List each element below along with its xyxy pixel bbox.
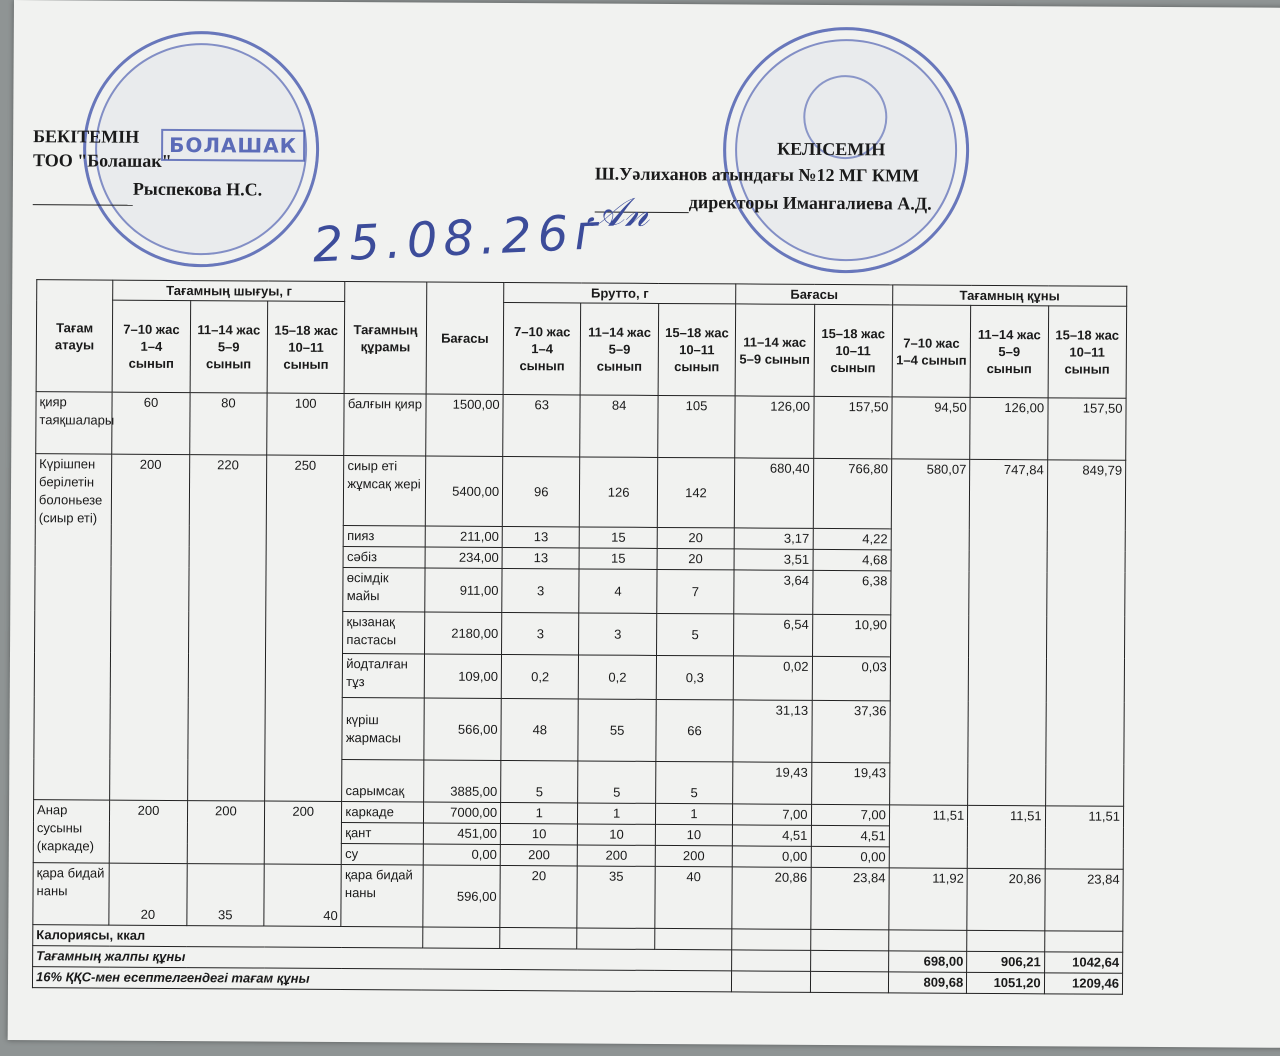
- yield-cell: 60: [112, 392, 190, 454]
- total-label: Тағамның жалпы құны: [33, 946, 732, 971]
- brutto-cell: 10: [655, 824, 732, 845]
- agree-person: директоры Имангалиева А.Д.: [688, 192, 932, 214]
- brutto-cell: 20: [657, 527, 734, 548]
- value-cell: 126,00: [970, 397, 1048, 459]
- dish-name: қияр таяқшалары: [36, 392, 113, 454]
- empty-cell: [1044, 931, 1123, 952]
- brutto-cell: 40: [655, 866, 733, 928]
- yield-cell: 80: [189, 393, 267, 455]
- vat-value: 1051,20: [967, 972, 1044, 993]
- cost-cell: 3,64: [734, 570, 813, 614]
- value-cell: 20,86: [967, 868, 1045, 930]
- empty-cell: [967, 930, 1044, 951]
- brutto-cell: 5: [578, 761, 656, 803]
- value-g2-header: 11–14 жас 5–9 сынып: [970, 305, 1048, 397]
- total-value: 906,21: [967, 951, 1044, 972]
- brutto-cell: 20: [500, 865, 578, 927]
- ingredient-name: каркаде: [342, 802, 424, 823]
- brutto-cell: 35: [577, 866, 655, 928]
- ingredient-name: йодталған тұз: [343, 654, 425, 698]
- yield-cell: 200: [187, 801, 265, 864]
- signature-mark: 𝒜𝓃: [586, 189, 650, 236]
- vat-value: 809,68: [888, 972, 966, 993]
- cost-cell: 20,86: [732, 867, 811, 929]
- yield-cell: 100: [267, 393, 345, 455]
- brutto-g1-header: 7–10 жас 1–4 сынып: [503, 302, 581, 394]
- total-value: 1042,64: [1044, 952, 1123, 973]
- ingredient-price: 3885,00: [423, 760, 501, 802]
- cost-cell: 37,36: [811, 700, 890, 762]
- cost-cell: 4,51: [811, 825, 889, 846]
- value-cell: 11,92: [889, 868, 968, 930]
- ingredient-price: 2180,00: [424, 612, 502, 654]
- cost-cell: 3,51: [734, 549, 812, 570]
- yield-cell: 250: [265, 455, 344, 801]
- brutto-cell: 96: [502, 456, 580, 526]
- yield-g1-header: 7–10 жас 1–4 сынып: [112, 300, 190, 392]
- brutto-cell: 3: [502, 612, 580, 654]
- brutto-cell: 5: [656, 613, 734, 655]
- cost-cell: 766,80: [813, 458, 892, 528]
- cost-cell: 4,22: [813, 528, 891, 549]
- brutto-cell: 142: [657, 457, 735, 527]
- brutto-cell: 13: [502, 526, 579, 547]
- brutto-cell: 105: [658, 395, 736, 457]
- cost-cell: 126,00: [735, 396, 814, 458]
- ingredient-price: 596,00: [423, 865, 501, 927]
- cost-cell: 0,03: [812, 656, 891, 700]
- value-cell: 580,07: [889, 459, 969, 805]
- col-value-header: Тағамның құны: [893, 285, 1127, 306]
- dish-name: Анар сусыны (каркаде): [33, 800, 110, 863]
- ingredient-name: сәбіз: [343, 547, 425, 568]
- empty-cell: [810, 950, 888, 971]
- empty-cell: [732, 950, 810, 971]
- brutto-cell: 20: [657, 548, 734, 569]
- ingredient-price: 1500,00: [425, 394, 503, 456]
- yield-cell: 200: [264, 801, 342, 864]
- ingredient-price: 109,00: [424, 654, 502, 698]
- col-cost-header: Бағасы: [736, 284, 893, 305]
- ingredient-price: 911,00: [425, 568, 503, 612]
- brutto-cell: 200: [578, 845, 655, 866]
- handwritten-date: 25.08.26г: [311, 203, 607, 274]
- cost-cell: 4,68: [813, 549, 891, 570]
- brutto-g2-header: 11–14 жас 5–9 сынып: [581, 303, 659, 395]
- value-cell: 849,79: [1045, 460, 1126, 806]
- cost-cell: 0,02: [733, 656, 812, 700]
- ingredient-price: 7000,00: [423, 802, 500, 823]
- cost-cell: 19,43: [811, 762, 890, 804]
- value-cell: 11,51: [1045, 806, 1124, 869]
- col-yield-header: Тағамның шығуы, г: [113, 280, 345, 301]
- value-cell: 11,51: [967, 805, 1045, 868]
- yield-cell: 35: [187, 864, 265, 926]
- brutto-cell: 1: [501, 802, 578, 823]
- empty-cell: [889, 930, 967, 951]
- cost-cell: 3,17: [734, 528, 812, 549]
- cost-cell: 680,40: [734, 458, 813, 528]
- table-row: [33, 863, 1123, 932]
- dish-name: Күрішпен берілетін болоньезе (сиыр еті): [34, 454, 112, 800]
- yield-g3-header: 15–18 жас 10–11 сынып: [267, 301, 345, 393]
- col-brutto-header: Брутто, г: [504, 282, 736, 303]
- yield-cell: 200: [110, 454, 189, 800]
- brutto-cell: 55: [578, 699, 656, 761]
- brutto-cell: 10: [500, 823, 577, 844]
- brutto-g3-header: 15–18 жас 10–11 сынып: [658, 303, 736, 395]
- yield-g2-header: 11–14 жас 5–9 сынып: [190, 301, 268, 393]
- table-row: [36, 392, 1126, 461]
- brutto-cell: 5: [501, 760, 579, 802]
- agree-title: КЕЛІСЕМІН: [777, 138, 886, 160]
- yield-cell: 200: [110, 800, 188, 863]
- value-cell: 94,50: [892, 397, 971, 459]
- cost-cell: 0,00: [732, 846, 810, 867]
- document-page: [8, 0, 1280, 1048]
- cost-cell: 157,50: [813, 396, 892, 458]
- empty-cell: [732, 971, 810, 992]
- approve-title: БЕКІТЕМІН: [33, 126, 140, 147]
- total-value: 698,00: [888, 951, 966, 972]
- brutto-cell: 200: [500, 844, 577, 865]
- empty-cell: [810, 929, 888, 950]
- brutto-cell: 3: [579, 613, 657, 655]
- brutto-cell: 13: [502, 547, 579, 568]
- ingredient-name: қызанақ пастасы: [343, 612, 425, 654]
- ingredient-name: күріш жармасы: [342, 698, 424, 760]
- calories-label: Калориясы, ккал: [33, 925, 423, 948]
- ingredient-name: пияз: [344, 526, 426, 547]
- cost-g2-header: 11–14 жас 5–9 сынып: [735, 304, 814, 396]
- brutto-cell: 48: [501, 698, 579, 760]
- table-row: [35, 454, 1125, 531]
- brutto-cell: 126: [580, 457, 658, 527]
- empty-cell: [422, 927, 499, 948]
- value-g1-header: 7–10 жас 1–4 сынып: [892, 305, 971, 397]
- cost-cell: 6,38: [812, 570, 891, 614]
- agree-org: Ш.Уәлиханов атындағы №12 МГ КММ: [594, 163, 920, 186]
- cost-cell: 4,51: [733, 825, 811, 846]
- cost-cell: 0,00: [811, 846, 889, 867]
- ingredient-name: қара бидай наны: [341, 865, 423, 927]
- ingredient-price: 234,00: [425, 547, 502, 568]
- vat-value: 1209,46: [1044, 973, 1123, 994]
- ingredient-name: сарымсақ: [342, 760, 424, 802]
- cost-cell: 7,00: [811, 804, 889, 825]
- value-cell: 747,84: [968, 459, 1047, 805]
- col-composition-header: Тағамның құрамы: [344, 282, 426, 394]
- yield-cell: 20: [109, 863, 187, 925]
- approve-signature-line: [33, 204, 133, 206]
- brutto-cell: 66: [656, 699, 734, 761]
- brutto-cell: 0,2: [579, 655, 657, 699]
- ingredient-name: қант: [342, 823, 424, 844]
- col-price-header: Бағасы: [426, 282, 504, 394]
- cost-cell: 7,00: [733, 804, 811, 825]
- cost-cell: 31,13: [733, 700, 812, 762]
- ingredient-name: өсімдік майы: [343, 568, 425, 612]
- value-cell: 157,50: [1047, 398, 1126, 460]
- left-stamp-label: БОЛАШАК: [161, 129, 305, 162]
- cost-cell: 19,43: [733, 762, 812, 804]
- empty-cell: [500, 927, 577, 948]
- ingredient-price: 451,00: [423, 823, 500, 844]
- brutto-cell: 1: [578, 803, 655, 824]
- brutto-cell: 10: [578, 824, 655, 845]
- cost-g3-header: 15–18 жас 10–11 сынып: [814, 304, 893, 396]
- cost-cell: 10,90: [812, 614, 891, 656]
- ingredient-price: 211,00: [425, 526, 502, 547]
- ingredient-name: балғын қияр: [344, 394, 426, 456]
- brutto-cell: 4: [579, 569, 657, 613]
- ingredient-price: 0,00: [423, 844, 500, 865]
- empty-cell: [732, 929, 810, 950]
- brutto-cell: 0,3: [656, 655, 734, 699]
- brutto-cell: 5: [655, 761, 733, 803]
- value-cell: 23,84: [1044, 869, 1123, 931]
- yield-cell: 220: [187, 455, 266, 801]
- value-cell: 11,51: [889, 805, 968, 868]
- brutto-cell: 84: [580, 395, 658, 457]
- brutto-cell: 15: [579, 548, 656, 569]
- ingredient-price: 566,00: [424, 698, 502, 760]
- approve-org: ТОО "Болашак": [32, 150, 172, 171]
- empty-cell: [577, 928, 654, 949]
- brutto-cell: 15: [580, 527, 657, 548]
- brutto-cell: 7: [657, 569, 735, 613]
- cost-cell: 6,54: [734, 614, 813, 656]
- ingredient-name: су: [342, 844, 424, 865]
- value-g3-header: 15–18 жас 10–11 сынып: [1048, 306, 1127, 398]
- ingredient-name: сиыр еті жұмсақ жері: [344, 456, 426, 526]
- menu-table: [32, 279, 1127, 995]
- vat-label: 16% ҚҚС-мен есептелгендегі тағам құны: [32, 967, 731, 992]
- col-name-header: Тағам атауы: [36, 280, 113, 392]
- dish-name: қара бидай наны: [33, 863, 110, 925]
- empty-cell: [655, 928, 732, 949]
- brutto-cell: 63: [503, 394, 581, 456]
- brutto-cell: 200: [655, 845, 732, 866]
- yield-cell: 40: [264, 864, 342, 926]
- empty-cell: [810, 971, 888, 992]
- brutto-cell: 1: [655, 803, 732, 824]
- brutto-cell: 0,2: [501, 654, 579, 698]
- cost-cell: 23,84: [810, 867, 889, 929]
- approve-person: Рыспекова Н.С.: [132, 178, 263, 200]
- ingredient-price: 5400,00: [425, 456, 503, 526]
- brutto-cell: 3: [502, 568, 580, 612]
